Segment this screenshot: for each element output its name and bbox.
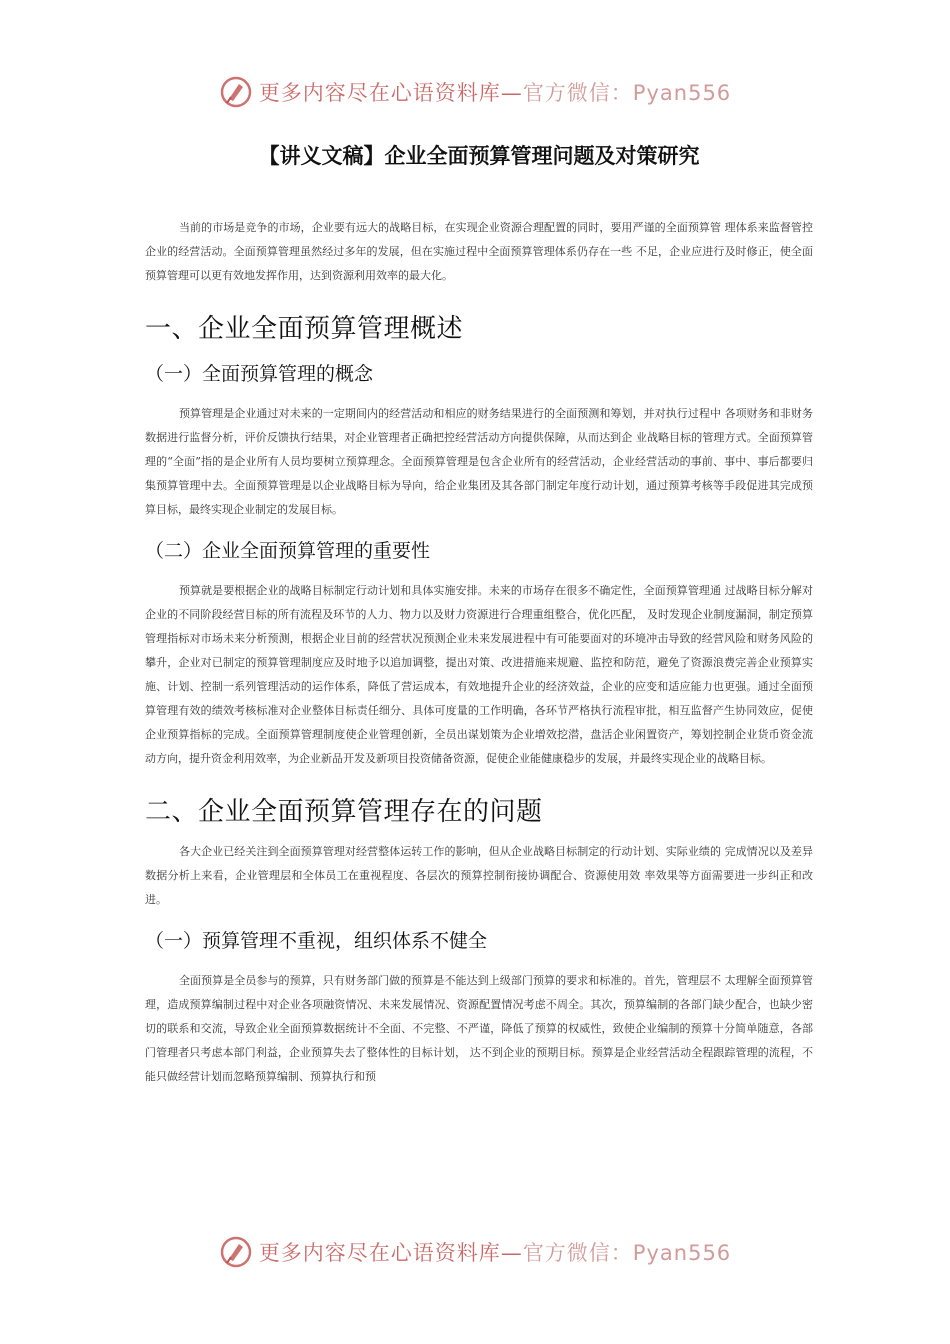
document-body — [145, 132, 813, 1089]
paragraph: 各大企业已经关注到全面预算管理对经营整体运转工作的影响，但从企业战略目标制定的行动计划、实际业绩的 完成情况以及差异数据分析上来看，企业管理层和全体员工在重视程度、各层次的预算控制衔接协调配合、资源使用效 率效果等方面需要进一步纠正和改进。 — [145, 845, 813, 906]
header-watermark-banner — [0, 72, 950, 112]
section-heading: 一、企业全面预算管理概述 — [145, 314, 464, 344]
subsection-heading: （一）全面预算管理的概念 — [145, 363, 374, 385]
intro-paragraph: 当前的市场是竞争的市场，企业要有远大的战略目标，在实现企业资源合理配置的同时，要用严谨的全面预算管 理体系来监督管控企业的经营活动。全面预算管理虽然经过多年的发展，但在实施过程中全面预算管理体系仍存在一些 不足，企业应进行及时修正，使全面预算管理可以更有效地发挥作用，达到资源利用效率的最大化。 — [145, 221, 813, 282]
pen-nib-logo-icon — [219, 1235, 253, 1269]
paragraph: 全面预算是全员参与的预算，只有财务部门做的预算是不能达到上级部门预算的要求和标准的。首先，管理层不 太理解全面预算管理，造成预算编制过程中对企业各项融资情况、未来发展情况、资源配置情况考虑不周全。其次，预算编制的各部门缺少配合，也缺少密切的联系和交流，导致企业全面预算数据统计不全面、不完整、不严谨，降低了预算的权威性，致使企业编制的预算十分简单随意，各部门管理者只考虑本部门利益，企业预算失去了整体性的目标计划， 达不到企业的预期目标。预算是企业经营活动全程跟踪管理的流程，不能只做经营计划而忽略预算编制、预算执行和预 — [145, 974, 813, 1083]
document-title: 【讲义文稿】企业全面预算管理问题及对策研究 — [258, 144, 700, 168]
paragraph: 预算就是要根据企业的战略目标制定行动计划和具体实施安排。未来的市场存在很多不确定性，全面预算管理通 过战略目标分解对企业的不同阶段经营目标的所有流程及环节的人力、物力以及财力资源进行合理重组整合，优化匹配， 及时发现企业制度漏洞，制定预算管理指标对市场未来分析预测，根据企业目前的经营状况预测企业未来发展进程中有可能要面对的环境冲击导致的经营风险和财务风险的攀升，企业对已制定的预算管理制度应及时地予以追加调整，提出对策、改进措施来规避、监控和防范，避免了资源浪费完善企业预算实施、计划、控制一系列管理活动的运作体系，降低了营运成本，有效地提升企业的经济效益，企业的应变和适应能力也更强。通过全面预算管理有效的绩效考核标准对企业整体目标责任细分、具体可度量的工作明确，各环节严格执行流程审批，相互监督产生协同效应，促使企业预算指标的完成。全面预算管理制度使企业管理创新，全员出谋划策为企业增效挖潜，盘活企业闲置资产，筹划控制企业货币资金流动方向，提升资金利用效率，为企业新品开发及新项目投资储备资源，促使企业能健康稳步的发展，并最终实现企业的战略目标。 — [145, 584, 813, 765]
subsection-heading: （二）企业全面预算管理的重要性 — [145, 540, 431, 562]
banner-text: 更多内容尽在心语资料库—官方微信：Pyan556 — [258, 81, 732, 105]
banner-text: 更多内容尽在心语资料库—官方微信：Pyan556 — [258, 1241, 732, 1265]
subsection-heading: （一）预算管理不重视，组织体系不健全 — [145, 930, 488, 952]
section-heading: 二、企业全面预算管理存在的问题 — [145, 797, 543, 827]
footer-watermark-banner — [0, 1232, 950, 1272]
paragraph: 预算管理是企业通过对未来的一定期间内的经营活动和相应的财务结果进行的全面预测和筹划，并对执行过程中 各项财务和非财务数据进行监督分析，评价反馈执行结果，对企业管理者正确把控经营活动方向提供保障，从而达到企 业战略目标的管理方式。全面预算管理的“全面”指的是企业所有人员均要树立预算理念。全面预算管理是包含企业所有的经营活动，企业经营活动的事前、事中、事后都要归集预算管理中去。全面预算管理是以企业战略目标为导向，给企业集团及其各部门制定年度行动计划，通过预算考核等手段促进其完成预算目标，最终实现企业制定的发展目标。 — [145, 407, 813, 516]
pen-nib-logo-icon — [219, 75, 253, 109]
